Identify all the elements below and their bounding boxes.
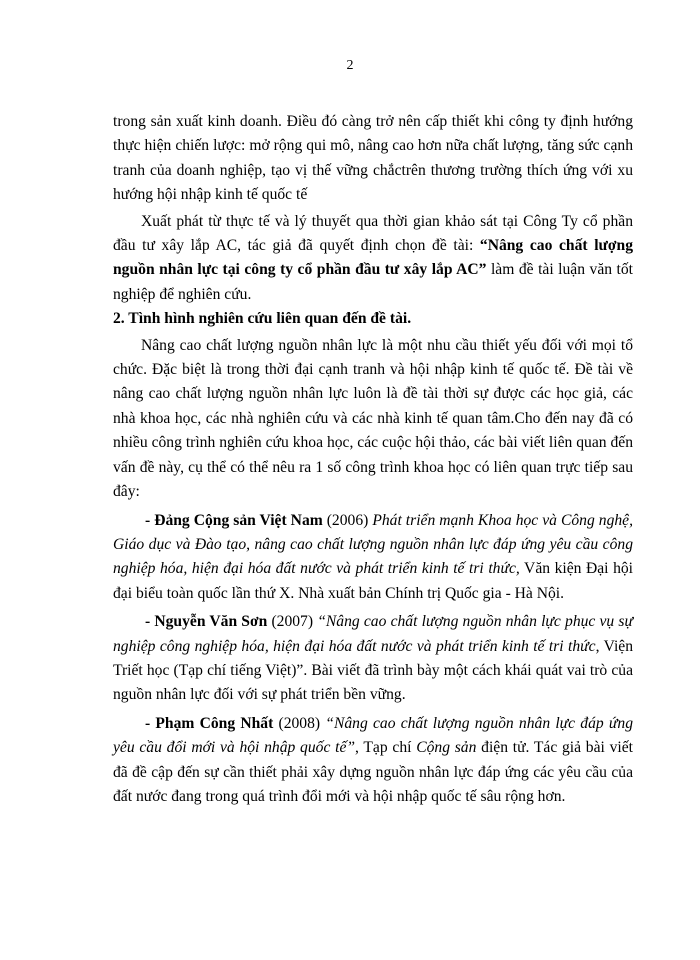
reference-description: điện tử. Tác giả bài viết đã đề cập đến sự cần thiết phải xây dựng nguồn nhân lực đáp ứng các yêu cầu của đất nước đang trong quá trình đổi mới và hội nhập quốc tế sâu rộng hơn. xyxy=(113,739,633,805)
reference-item xyxy=(113,712,633,810)
reference-item xyxy=(113,610,633,708)
reference-title: “Nâng cao chất lượng nguồn nhân lực đáp ứng yêu cầu đổi mới và hội nhập quốc tế” xyxy=(113,714,634,757)
paragraph-topic xyxy=(113,210,633,308)
paragraph-topic-lead: Xuất phát từ thực tế và lý thuyết qua thời gian khảo sát tại Công Ty cổ phần đầu tư xây lắp AC, tác giả đã quyết định chọn đề tài: xyxy=(113,212,633,255)
reference-year: (2008) xyxy=(273,714,326,732)
reference-source: Văn kiện Đại hội đại biểu toàn quốc lần thứ X. Nhà xuất bản Chính trị Quốc gia - Hà Nội. xyxy=(113,560,633,602)
reference-title: “Nâng cao chất lượng nguồn nhân lực phục vụ sự nghiệp công nghiệp hóa, hiện đại hóa đất nước và phát triển kinh tế tri thức xyxy=(113,613,633,655)
reference-year: (2006) xyxy=(322,511,373,529)
document-body xyxy=(113,110,633,809)
thesis-title: “Nâng cao chất lượng nguồn nhân lực tại công ty cổ phần đầu tư xây lắp AC” xyxy=(113,237,633,279)
section-heading: 2. Tình hình nghiên cứu liên quan đến đề tài. xyxy=(113,310,412,328)
reference-author: - Phạm Công Nhất xyxy=(145,714,274,732)
paragraph-research-overview: Nâng cao chất lượng nguồn nhân lực là một nhu cầu thiết yếu đối với mọi tổ chức. Đặc biệt là trong thời đại cạnh tranh và hội nhập kinh tế quốc tế. Đề tài về nâng cao chất lượng nguồn nhân lực luôn là đề tài thời sự được các học giả, các nhà khoa học, các nhà nghiên cứu và các nhà kinh tế quan tâm.Cho đến nay đã có nhiều công trình nghiên cứu khoa học, các cuộc hội thảo, các bài viết liên quan đến vấn đề này, cụ thể có thể nêu ra 1 số công trình khoa học có liên quan trực tiếp sau đây: xyxy=(113,336,633,501)
page-number: 2 xyxy=(346,58,354,73)
reference-author: - Đảng Cộng sản Việt Nam xyxy=(145,511,323,529)
reference-source: , Tạp chí xyxy=(355,739,417,757)
paragraph-topic-tail: làm đề tài luận văn tốt nghiệp để nghiên cứu. xyxy=(113,261,634,303)
paragraph-intro: trong sản xuất kinh doanh. Điều đó càng trở nên cấp thiết khi công ty định hướng thực hiện chiến lược: mở rộng qui mô, nâng cao hơn nữa chất lượng, tăng sức cạnh tranh của doanh nghiệp, tạo vị thế vững chắctrên thương trường thích ứng với xu hướng hội nhập kinh tế quốc tế xyxy=(113,113,633,204)
reference-item xyxy=(113,509,633,607)
reference-author: - Nguyễn Văn Sơn xyxy=(145,613,268,631)
reference-year: (2007) xyxy=(267,613,318,631)
reference-journal: Cộng sản xyxy=(416,739,477,757)
reference-title: Phát triển mạnh Khoa học và Công nghệ, Giáo dục và Đào tạo, nâng cao chất lượng nguồn nhân lực đáp ứng yêu cầu công nghiệp hóa, hiện đại hóa đất nước và phát triển kinh tế tri thức, xyxy=(113,511,633,578)
reference-source: , Viện Triết học (Tạp chí tiếng Việt)”. Bài viết đã trình bày một cách khái quát vai trò của nguồn nhân lực đối với sự phát triển bền vững. xyxy=(113,637,633,704)
